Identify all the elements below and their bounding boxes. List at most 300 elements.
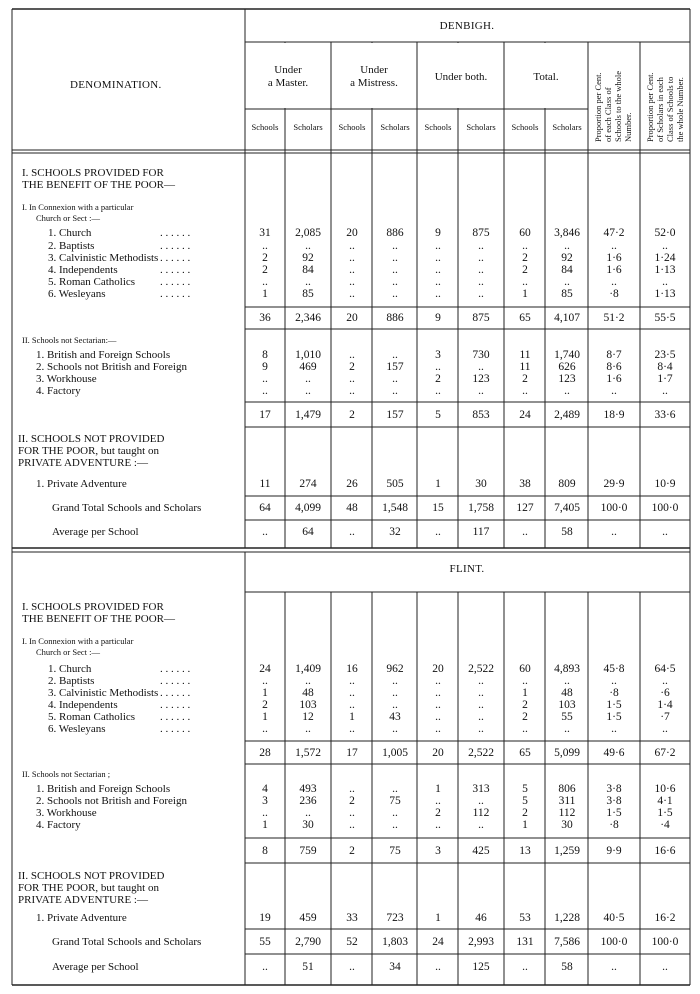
denomination-row-cell: ..	[662, 240, 668, 252]
denomination-header: DENOMINATION.	[70, 79, 162, 91]
denomination-row-cell: ..	[564, 675, 570, 687]
non-sectarian-label: 4. Factory	[36, 385, 81, 397]
non-sectarian-row-cell: ..	[564, 385, 570, 397]
prop-schools-header: Proportion per Cent.	[593, 72, 603, 142]
denomination-row-cell: 3,846	[554, 227, 580, 239]
group-header: a Master.	[267, 77, 309, 89]
leader-dots: . . . . . .	[160, 663, 191, 675]
denomination-row-cell: 962	[386, 663, 404, 675]
denomination-row-cell: ·7	[660, 711, 670, 723]
denomination-row-cell: ..	[611, 276, 617, 288]
prop-schools-header: of each Class of	[603, 87, 613, 142]
denomination-row-cell: ..	[611, 675, 617, 687]
grand-total-row-cell: 55	[259, 936, 271, 948]
non-sectarian-row-cell: ..	[478, 795, 484, 807]
denomination-row-cell: ..	[262, 675, 268, 687]
subtotal-row-cell: 51·2	[603, 312, 625, 324]
non-sectarian-label: 2. Schools not British and Foreign	[36, 795, 187, 807]
leader-dots: . . . . . .	[160, 240, 191, 252]
leader-dots: . . . . . .	[160, 687, 191, 699]
grand-total-row-cell: 127	[516, 502, 534, 514]
non-sectarian-row-cell: ..	[349, 349, 355, 361]
denomination-row-cell: ..	[478, 252, 484, 264]
denomination-row-cell: ..	[478, 240, 484, 252]
denomination-row-cell: ·6	[660, 687, 670, 699]
subtotal-row-cell: 1,259	[554, 845, 580, 857]
denomination-row-cell: ..	[564, 723, 570, 735]
denomination-row-cell: ..	[662, 723, 668, 735]
leader-dots: . . . . . .	[160, 699, 191, 711]
denomination-row-cell: ·8	[609, 687, 619, 699]
average-row-cell: ..	[349, 526, 355, 538]
denomination-row-cell: ..	[392, 276, 398, 288]
subtotal-row-cell: 2	[349, 409, 355, 421]
denomination-label: 1. Church	[48, 663, 92, 675]
average-row-cell: ..	[662, 961, 668, 973]
subtotal-row-cell: 8	[262, 845, 268, 857]
denomination-row-cell: 48	[302, 687, 314, 699]
denomination-row-cell: ..	[435, 711, 441, 723]
denomination-row-cell: 85	[302, 288, 314, 300]
leader-dots: . . . . . .	[160, 252, 191, 264]
denomination-row-cell: 24	[259, 663, 271, 675]
non-sectarian-row-cell: ..	[435, 385, 441, 397]
private-adventure-row-cell: 38	[519, 478, 531, 490]
subtotal-row-cell: 2,522	[468, 747, 494, 759]
denomination-row-cell: 2	[262, 264, 268, 276]
private-adventure-row-cell: 16·2	[654, 912, 676, 924]
denomination-row-cell: ..	[478, 711, 484, 723]
grand-total-row-cell: 2,790	[295, 936, 321, 948]
subtotal-row-cell: 49·6	[603, 747, 625, 759]
denomination-row-cell: ..	[478, 276, 484, 288]
denomination-row-cell: 1	[262, 687, 268, 699]
denomination-row-cell: ..	[522, 675, 528, 687]
denomination-row-cell: ..	[522, 240, 528, 252]
non-sectarian-row-cell: ..	[611, 385, 617, 397]
prop-schools-header: Schools to the whole	[613, 70, 623, 142]
grand-total-row-cell: 1,803	[382, 936, 408, 948]
non-sectarian-row-cell: 2	[522, 373, 528, 385]
prop-scholars-header: Proportion per Cent.	[645, 72, 655, 142]
scholars-col-header: Scholars	[380, 122, 410, 132]
denomination-row-cell: ..	[349, 675, 355, 687]
denomination-row-cell: 1·24	[654, 252, 676, 264]
non-sectarian-row-cell: 4	[262, 783, 268, 795]
average-row-cell: 32	[389, 526, 401, 538]
grand-total-row-cell: 1,548	[382, 502, 408, 514]
non-sectarian-row-cell: 3	[262, 795, 268, 807]
denomination-row-cell: 20	[346, 227, 358, 239]
non-sectarian-row-cell: 11	[519, 349, 531, 361]
denomination-label: 1. Church	[48, 227, 92, 239]
denomination-row-cell: 43	[389, 711, 401, 723]
section-heading: THE BENEFIT OF THE POOR—	[22, 613, 175, 625]
subtotal-row-cell: 875	[472, 312, 490, 324]
denomination-row-cell: 1	[262, 288, 268, 300]
subtotal-row-cell: 24	[519, 409, 531, 421]
denomination-row-cell: ..	[478, 675, 484, 687]
subtotal-row-cell: 5	[435, 409, 441, 421]
non-sectarian-row-cell: ..	[349, 373, 355, 385]
average-row-cell: 58	[561, 526, 573, 538]
grand-total-row-cell: 100·0	[651, 502, 679, 514]
non-sectarian-row-cell: ..	[435, 819, 441, 831]
subtotal-row-cell: 18·9	[603, 409, 625, 421]
non-sectarian-row-cell: 30	[302, 819, 314, 831]
non-sectarian-row-cell: 123	[472, 373, 490, 385]
private-adventure-row-cell: 11	[259, 478, 271, 490]
group-header: Total.	[533, 71, 559, 83]
non-sectarian-row-cell: 1·7	[657, 373, 673, 385]
prop-scholars-header: Class of Schools to	[665, 76, 675, 142]
non-sectarian-row-cell: 3	[435, 349, 441, 361]
non-sectarian-row-cell: 11	[519, 361, 531, 373]
private-adventure-row-cell: 1	[435, 912, 441, 924]
denomination-row-cell: 1·6	[606, 252, 622, 264]
denomination-row-cell: ..	[435, 687, 441, 699]
leader-dots: . . . . . .	[160, 288, 191, 300]
section-heading: FOR THE POOR, but taught on	[18, 882, 159, 894]
subtotal-row-cell: 9·9	[606, 845, 622, 857]
subtotal-row-cell: 65	[519, 312, 531, 324]
denomination-row-cell: ..	[392, 252, 398, 264]
non-sectarian-label: 4. Factory	[36, 819, 81, 831]
private-adventure-row-cell: 505	[386, 478, 404, 490]
non-sectarian-row-cell: 4·1	[657, 795, 673, 807]
non-sectarian-row-cell: 157	[386, 361, 404, 373]
leader-dots: . . . . . .	[160, 675, 191, 687]
denomination-row-cell: 1·4	[657, 699, 673, 711]
non-sectarian-row-cell: 8·6	[606, 361, 622, 373]
denomination-row-cell: 9	[435, 227, 441, 239]
non-sectarian-row-cell: 626	[558, 361, 576, 373]
non-sectarian-row-cell: ..	[349, 385, 355, 397]
prop-scholars-header: the whole Number.	[675, 77, 685, 142]
non-sectarian-row-cell: ..	[392, 783, 398, 795]
denomination-row-cell: 92	[302, 252, 314, 264]
grand-total-row-cell: 100·0	[651, 936, 679, 948]
non-sectarian-row-cell: 1	[435, 783, 441, 795]
non-sectarian-row-cell: ..	[349, 807, 355, 819]
non-sectarian-label: 3. Workhouse	[36, 807, 97, 819]
denomination-row-cell: 886	[386, 227, 404, 239]
non-sectarian-row-cell: 123	[558, 373, 576, 385]
average-row-cell: ..	[262, 526, 268, 538]
denomination-label: 4. Independents	[48, 264, 118, 276]
denomination-row-cell: ..	[662, 675, 668, 687]
denomination-row-cell: ..	[305, 675, 311, 687]
denomination-row-cell: ..	[305, 276, 311, 288]
average-row-cell: 117	[472, 526, 490, 538]
subtotal-row-cell: 425	[472, 845, 490, 857]
subtotal-row-cell: 36	[259, 312, 271, 324]
private-adventure-label: 1. Private Adventure	[36, 912, 127, 924]
denomination-row-cell: 2	[262, 252, 268, 264]
denomination-row-cell: ..	[478, 687, 484, 699]
denomination-row-cell: ..	[662, 276, 668, 288]
non-sectarian-row-cell: 2	[349, 361, 355, 373]
subtotal-row-cell: 75	[389, 845, 401, 857]
denomination-label: 3. Calvinistic Methodists	[48, 687, 159, 699]
subtotal-row-cell: 17	[259, 409, 271, 421]
section-heading: II. SCHOOLS NOT PROVIDED	[18, 433, 165, 445]
denomination-row-cell: ..	[392, 699, 398, 711]
non-sectarian-row-cell: ..	[662, 385, 668, 397]
denomination-row-cell: 64·5	[654, 663, 676, 675]
non-sectarian-row-cell: 1	[522, 819, 528, 831]
denomination-row-cell: 2	[522, 252, 528, 264]
denomination-row-cell: ..	[522, 723, 528, 735]
grand-total-label: Grand Total Schools and Scholars	[52, 502, 202, 514]
non-sectarian-row-cell: ..	[305, 373, 311, 385]
denomination-row-cell: 60	[519, 227, 531, 239]
denomination-row-cell: ..	[435, 252, 441, 264]
denomination-label: 6. Wesleyans	[48, 723, 106, 735]
average-row-cell: ..	[662, 526, 668, 538]
average-label: Average per School	[52, 526, 139, 538]
denomination-row-cell: 4,893	[554, 663, 580, 675]
grand-total-row-cell: 1,758	[468, 502, 494, 514]
section-heading: FOR THE POOR, but taught on	[18, 445, 159, 457]
non-sectarian-row-cell: ..	[392, 385, 398, 397]
non-sectarian-label: 1. British and Foreign Schools	[36, 783, 171, 795]
denomination-row-cell: ..	[349, 240, 355, 252]
denomination-row-cell: ..	[478, 723, 484, 735]
non-sectarian-row-cell: 8·7	[606, 349, 622, 361]
grand-total-row-cell: 7,586	[554, 936, 580, 948]
private-adventure-row-cell: 29·9	[603, 478, 625, 490]
non-sectarian-row-cell: 1·5	[657, 807, 673, 819]
non-sectarian-row-cell: 311	[558, 795, 576, 807]
non-sectarian-row-cell: 493	[299, 783, 317, 795]
denomination-row-cell: ..	[262, 276, 268, 288]
non-sectarian-row-cell: 313	[472, 783, 490, 795]
leader-dots: . . . . . .	[160, 227, 191, 239]
grand-total-row-cell: 52	[346, 936, 358, 948]
denomination-label: 6. Wesleyans	[48, 288, 106, 300]
denomination-row-cell: 1·13	[654, 264, 676, 276]
non-sectarian-row-cell: ..	[262, 385, 268, 397]
grand-total-label: Grand Total Schools and Scholars	[52, 936, 202, 948]
non-sectarian-row-cell: 75	[389, 795, 401, 807]
private-adventure-row-cell: 1,228	[554, 912, 580, 924]
prop-scholars-header: of Scholars in each	[655, 77, 665, 142]
grand-total-row-cell: 48	[346, 502, 358, 514]
subtotal-row-cell: 5,099	[554, 747, 580, 759]
subtotal-row-cell: 2,346	[295, 312, 321, 324]
denomination-row-cell: ..	[349, 723, 355, 735]
denomination-row-cell: 45·8	[603, 663, 625, 675]
private-adventure-row-cell: 723	[386, 912, 404, 924]
non-sectarian-row-cell: ·4	[660, 819, 670, 831]
non-sectarian-row-cell: 112	[558, 807, 576, 819]
denomination-row-cell: ..	[478, 288, 484, 300]
denomination-row-cell: ..	[392, 288, 398, 300]
non-sectarian-row-cell: ..	[478, 361, 484, 373]
denomination-row-cell: ..	[564, 276, 570, 288]
denomination-row-cell: 1·6	[606, 264, 622, 276]
non-sectarian-row-cell: ..	[392, 349, 398, 361]
denomination-row-cell: 103	[558, 699, 576, 711]
denomination-row-cell: 1,409	[295, 663, 321, 675]
non-sectarian-label: 1. British and Foreign Schools	[36, 349, 171, 361]
section-heading: THE BENEFIT OF THE POOR—	[22, 179, 175, 191]
average-row-cell: ..	[522, 526, 528, 538]
denomination-row-cell: ..	[305, 723, 311, 735]
non-sectarian-row-cell: 469	[299, 361, 317, 373]
private-adventure-row-cell: 53	[519, 912, 531, 924]
prop-schools-header: Number.	[623, 112, 633, 142]
subtotal-row-cell: 1,479	[295, 409, 321, 421]
scholars-col-header: Scholars	[552, 122, 582, 132]
subtotal-row-cell: 4,107	[554, 312, 580, 324]
sub-heading: Church or Sect :—	[36, 213, 100, 223]
denomination-row-cell: 2	[522, 711, 528, 723]
subtotal-row-cell: 67·2	[654, 747, 676, 759]
group-header: a Mistress.	[350, 77, 398, 89]
group-header: Under both.	[434, 71, 488, 83]
non-sectarian-row-cell: ..	[522, 385, 528, 397]
denomination-row-cell: ..	[611, 240, 617, 252]
denomination-row-cell: ..	[611, 723, 617, 735]
denomination-label: 2. Baptists	[48, 675, 95, 687]
private-adventure-row-cell: 26	[346, 478, 358, 490]
non-sectarian-row-cell: 3·8	[606, 783, 622, 795]
non-sectarian-row-cell: ..	[435, 361, 441, 373]
denomination-row-cell: 2,522	[468, 663, 494, 675]
grand-total-row-cell: 2,993	[468, 936, 494, 948]
sub-heading: II. Schools not Sectarian:—	[22, 335, 117, 345]
denomination-label: 4. Independents	[48, 699, 118, 711]
sub-heading: I. In Connexion with a particular	[22, 202, 134, 212]
section-heading: I. SCHOOLS PROVIDED FOR	[22, 601, 164, 613]
denomination-label: 5. Roman Catholics	[48, 276, 136, 288]
average-row-cell: 64	[302, 526, 314, 538]
denomination-row-cell: ..	[435, 288, 441, 300]
subtotal-row-cell: 20	[346, 312, 358, 324]
non-sectarian-row-cell: ..	[478, 819, 484, 831]
group-header: Under	[360, 64, 388, 76]
subtotal-row-cell: 55·5	[654, 312, 676, 324]
subtotal-row-cell: 65	[519, 747, 531, 759]
schools-col-header: Schools	[511, 122, 539, 132]
non-sectarian-row-cell: 236	[299, 795, 317, 807]
denomination-row-cell: 84	[561, 264, 573, 276]
denomination-row-cell: ..	[435, 675, 441, 687]
grand-total-row-cell: 100·0	[600, 502, 628, 514]
subtotal-row-cell: 2	[349, 845, 355, 857]
subtotal-row-cell: 1,572	[295, 747, 321, 759]
grand-total-row-cell: 131	[516, 936, 534, 948]
denomination-row-cell: 1	[522, 687, 528, 699]
non-sectarian-row-cell: ..	[349, 819, 355, 831]
non-sectarian-row-cell: 2	[435, 373, 441, 385]
denomination-row-cell: ..	[478, 699, 484, 711]
private-adventure-row-cell: 33	[346, 912, 358, 924]
average-row-cell: ..	[262, 961, 268, 973]
grand-total-row-cell: 100·0	[600, 936, 628, 948]
denomination-row-cell: ..	[478, 264, 484, 276]
section-heading: PRIVATE ADVENTURE :—	[18, 894, 148, 906]
denomination-row-cell: 84	[302, 264, 314, 276]
group-header: Under	[274, 64, 302, 76]
grand-total-row-cell: 15	[432, 502, 444, 514]
denomination-row-cell: ..	[435, 723, 441, 735]
private-adventure-row-cell: 1	[435, 478, 441, 490]
denomination-row-cell: ..	[262, 240, 268, 252]
average-label: Average per School	[52, 961, 139, 973]
denomination-row-cell: ..	[349, 264, 355, 276]
denomination-row-cell: 55	[561, 711, 573, 723]
private-adventure-row-cell: 30	[475, 478, 487, 490]
section-heading: I. SCHOOLS PROVIDED FOR	[22, 167, 164, 179]
non-sectarian-row-cell: ..	[392, 819, 398, 831]
subtotal-row-cell: 33·6	[654, 409, 676, 421]
scholars-col-header: Scholars	[293, 122, 323, 132]
non-sectarian-row-cell: ..	[262, 373, 268, 385]
subtotal-row-cell: 3	[435, 845, 441, 857]
denomination-row-cell: ..	[392, 723, 398, 735]
average-row-cell: 51	[302, 961, 314, 973]
non-sectarian-row-cell: 1	[262, 819, 268, 831]
private-adventure-label: 1. Private Adventure	[36, 478, 127, 490]
denomination-row-cell: 2	[522, 699, 528, 711]
non-sectarian-row-cell: 23·5	[654, 349, 676, 361]
non-sectarian-row-cell: 5	[522, 795, 528, 807]
denomination-row-cell: 875	[472, 227, 490, 239]
average-row-cell: ..	[522, 961, 528, 973]
schools-col-header: Schools	[338, 122, 366, 132]
denomination-row-cell: ..	[349, 288, 355, 300]
denomination-row-cell: 103	[299, 699, 317, 711]
private-adventure-row-cell: 46	[475, 912, 487, 924]
sub-heading: II. Schools not Sectarian ;	[22, 769, 111, 779]
grand-total-row-cell: 7,405	[554, 502, 580, 514]
denomination-row-cell: 1·13	[654, 288, 676, 300]
subtotal-row-cell: 853	[472, 409, 490, 421]
denomination-label: 5. Roman Catholics	[48, 711, 136, 723]
leader-dots: . . . . . .	[160, 723, 191, 735]
subtotal-row-cell: 20	[432, 747, 444, 759]
denomination-row-cell: ..	[392, 687, 398, 699]
average-row-cell: 34	[389, 961, 401, 973]
non-sectarian-row-cell: ..	[392, 373, 398, 385]
non-sectarian-label: 3. Workhouse	[36, 373, 97, 385]
denomination-row-cell: ..	[392, 240, 398, 252]
denomination-row-cell: ..	[564, 240, 570, 252]
denomination-row-cell: 20	[432, 663, 444, 675]
denomination-label: 2. Baptists	[48, 240, 95, 252]
subtotal-row-cell: 759	[299, 845, 317, 857]
denomination-row-cell: 85	[561, 288, 573, 300]
denomination-row-cell: ..	[305, 240, 311, 252]
denomination-row-cell: 48	[561, 687, 573, 699]
region-title: FLINT.	[449, 563, 485, 575]
region-title: DENBIGH.	[439, 20, 495, 32]
schools-col-header: Schools	[251, 122, 279, 132]
denomination-row-cell: 1	[349, 711, 355, 723]
denomination-row-cell: 92	[561, 252, 573, 264]
non-sectarian-row-cell: ..	[262, 807, 268, 819]
non-sectarian-row-cell: 2	[522, 807, 528, 819]
non-sectarian-row-cell: ·8	[609, 819, 619, 831]
subtotal-row-cell: 886	[386, 312, 404, 324]
grand-total-row-cell: 24	[432, 936, 444, 948]
subtotal-row-cell: 17	[346, 747, 358, 759]
scholars-col-header: Scholars	[466, 122, 496, 132]
non-sectarian-row-cell: 8	[262, 349, 268, 361]
